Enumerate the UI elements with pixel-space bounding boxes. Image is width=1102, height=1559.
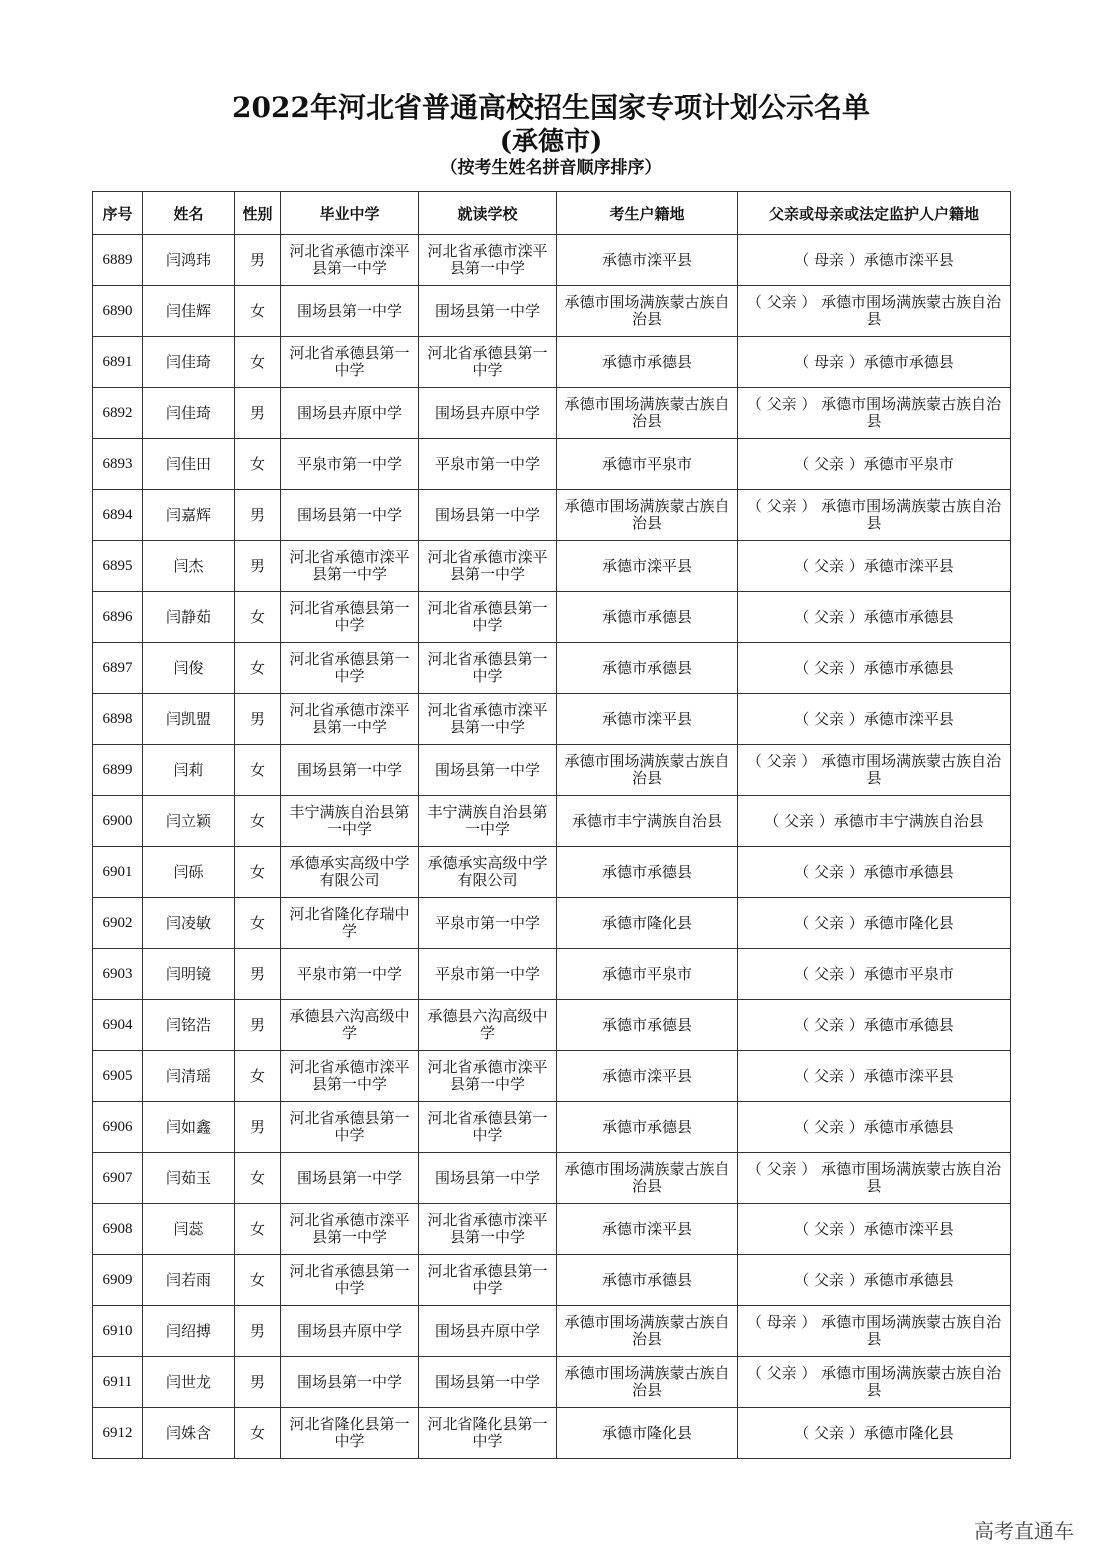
table-cell: 承德市围场满族蒙古族自治县 <box>557 388 738 439</box>
table-cell: 女 <box>235 592 281 643</box>
table-row <box>93 1408 1011 1459</box>
table-cell: 6891 <box>93 337 143 388</box>
table-cell: （ 母亲 ） 承德市围场满族蒙古族自治县 <box>738 1306 1011 1357</box>
table-cell: 闫砾 <box>143 847 235 898</box>
table-cell: 男 <box>235 541 281 592</box>
table-cell: 闫佳辉 <box>143 286 235 337</box>
table-cell: 6909 <box>93 1255 143 1306</box>
table-cell: 闫凯盟 <box>143 694 235 745</box>
table-cell: 承德市承德县 <box>557 643 738 694</box>
table-cell: 承德市平泉市 <box>557 949 738 1000</box>
table-cell: 承德市承德县 <box>557 592 738 643</box>
table-cell: 围场县卉原中学 <box>281 388 419 439</box>
table-cell: 6902 <box>93 898 143 949</box>
table-cell: 闫杰 <box>143 541 235 592</box>
table-cell: 承德市滦平县 <box>557 1204 738 1255</box>
table-cell: 河北省承德县第一中学 <box>419 337 557 388</box>
table-cell: 男 <box>235 1102 281 1153</box>
table-cell: 围场县第一中学 <box>419 1153 557 1204</box>
table-cell: 男 <box>235 949 281 1000</box>
table-cell: 承德市滦平县 <box>557 541 738 592</box>
table-row <box>93 643 1011 694</box>
header-cell: 姓名 <box>143 192 235 235</box>
table-cell: 围场县第一中学 <box>419 745 557 796</box>
table-cell: 围场县卉原中学 <box>419 1306 557 1357</box>
table-cell: 闫世龙 <box>143 1357 235 1408</box>
table-cell: 女 <box>235 1153 281 1204</box>
table-cell: 闫若雨 <box>143 1255 235 1306</box>
table-cell: 闫佳琦 <box>143 388 235 439</box>
table-cell: 6905 <box>93 1051 143 1102</box>
table-cell: 丰宁满族自治县第一中学 <box>419 796 557 847</box>
table-cell: 围场县第一中学 <box>419 1357 557 1408</box>
table-cell: 承德市承德县 <box>557 847 738 898</box>
table-row <box>93 847 1011 898</box>
table-cell: （ 父亲 ）承德市承德县 <box>738 592 1011 643</box>
header-cell: 考生户籍地 <box>557 192 738 235</box>
table-row <box>93 439 1011 490</box>
table-cell: （ 父亲 ）承德市隆化县 <box>738 898 1011 949</box>
table-cell: 女 <box>235 439 281 490</box>
table-row <box>93 949 1011 1000</box>
table-cell: （ 母亲 ）承德市滦平县 <box>738 235 1011 286</box>
table-cell: 围场县第一中学 <box>281 490 419 541</box>
table-row <box>93 1255 1011 1306</box>
table-cell: 闫嘉辉 <box>143 490 235 541</box>
table-row <box>93 1000 1011 1051</box>
table-cell: 围场县卉原中学 <box>419 388 557 439</box>
table-cell: 围场县第一中学 <box>281 1357 419 1408</box>
table-cell: （ 父亲 ）承德市滦平县 <box>738 694 1011 745</box>
table-cell: 承德市隆化县 <box>557 1408 738 1459</box>
table-cell: 承德市平泉市 <box>557 439 738 490</box>
header-cell: 就读学校 <box>419 192 557 235</box>
table-cell: （ 父亲 ）承德市承德县 <box>738 1255 1011 1306</box>
table-cell: （ 父亲 ）承德市丰宁满族自治县 <box>738 796 1011 847</box>
table-cell: 女 <box>235 847 281 898</box>
table-row <box>93 337 1011 388</box>
header-cell: 毕业中学 <box>281 192 419 235</box>
table-row <box>93 1102 1011 1153</box>
table-cell: （ 父亲 ）承德市承德县 <box>738 643 1011 694</box>
table-cell: 河北省承德市滦平县第一中学 <box>419 694 557 745</box>
table-cell: 6895 <box>93 541 143 592</box>
table-cell: 河北省隆化存瑞中学 <box>281 898 419 949</box>
table-row <box>93 1357 1011 1408</box>
table-row <box>93 898 1011 949</box>
table-cell: 平泉市第一中学 <box>419 949 557 1000</box>
table-cell: 男 <box>235 388 281 439</box>
watermark-text: 高考直通车 <box>974 1519 1074 1543</box>
table-cell: 河北省承德县第一中学 <box>281 1102 419 1153</box>
table-cell: 承德市围场满族蒙古族自治县 <box>557 1306 738 1357</box>
table-cell: （ 父亲 ） 承德市围场满族蒙古族自治县 <box>738 286 1011 337</box>
table-row <box>93 388 1011 439</box>
table-cell: （ 父亲 ）承德市承德县 <box>738 847 1011 898</box>
table-cell: 6903 <box>93 949 143 1000</box>
table-cell: 6898 <box>93 694 143 745</box>
table-cell: 河北省承德县第一中学 <box>281 643 419 694</box>
table-cell: 6897 <box>93 643 143 694</box>
table-cell: 6907 <box>93 1153 143 1204</box>
table-cell: （ 父亲 ）承德市平泉市 <box>738 439 1011 490</box>
table-cell: 6904 <box>93 1000 143 1051</box>
table-row <box>93 286 1011 337</box>
table-cell: 闫佳田 <box>143 439 235 490</box>
table-cell: 河北省承德县第一中学 <box>281 592 419 643</box>
table-cell: 闫立颖 <box>143 796 235 847</box>
table-cell: 承德市围场满族蒙古族自治县 <box>557 490 738 541</box>
table-cell: 承德市丰宁满族自治县 <box>557 796 738 847</box>
table-cell: （ 父亲 ） 承德市围场满族蒙古族自治县 <box>738 388 1011 439</box>
table-cell: 男 <box>235 1306 281 1357</box>
table-cell: 平泉市第一中学 <box>281 949 419 1000</box>
header-cell: 父亲或母亲或法定监护人户籍地 <box>738 192 1011 235</box>
table-cell: 闫鸿玮 <box>143 235 235 286</box>
table-cell: （ 父亲 ）承德市滦平县 <box>738 1204 1011 1255</box>
table-cell: 6901 <box>93 847 143 898</box>
table-cell: 女 <box>235 898 281 949</box>
table-row <box>93 1051 1011 1102</box>
table-cell: （ 父亲 ）承德市滦平县 <box>738 541 1011 592</box>
table-cell: 河北省承德县第一中学 <box>419 1102 557 1153</box>
table-cell: 承德市承德县 <box>557 1255 738 1306</box>
table-cell: 闫绍搏 <box>143 1306 235 1357</box>
table-cell: 承德市承德县 <box>557 1000 738 1051</box>
table-cell: 6896 <box>93 592 143 643</box>
table-cell: 闫铭浩 <box>143 1000 235 1051</box>
table-cell: 承德市围场满族蒙古族自治县 <box>557 286 738 337</box>
table-header-row <box>93 192 1011 235</box>
table-cell: 闫姝含 <box>143 1408 235 1459</box>
table-cell: 男 <box>235 490 281 541</box>
table-cell: 男 <box>235 1000 281 1051</box>
table-cell: 围场县第一中学 <box>281 286 419 337</box>
table-cell: 河北省承德市滦平县第一中学 <box>419 1051 557 1102</box>
table-row <box>93 796 1011 847</box>
table-cell: 6912 <box>93 1408 143 1459</box>
table-cell: 围场县第一中学 <box>281 745 419 796</box>
table-cell: 河北省承德市滦平县第一中学 <box>281 1204 419 1255</box>
table-cell: 闫如鑫 <box>143 1102 235 1153</box>
table-cell: 河北省承德市滦平县第一中学 <box>281 1051 419 1102</box>
table-cell: 河北省承德市滦平县第一中学 <box>419 541 557 592</box>
header-cell: 序号 <box>93 192 143 235</box>
table-cell: 承德县六沟高级中学 <box>419 1000 557 1051</box>
table-cell: 女 <box>235 1204 281 1255</box>
table-cell: 6894 <box>93 490 143 541</box>
table-row <box>93 745 1011 796</box>
table-cell: 河北省承德县第一中学 <box>281 1255 419 1306</box>
table-cell: 承德市围场满族蒙古族自治县 <box>557 1357 738 1408</box>
table-cell: 闫清瑶 <box>143 1051 235 1102</box>
table-cell: 河北省承德市滦平县第一中学 <box>419 235 557 286</box>
table-cell: 6908 <box>93 1204 143 1255</box>
table-cell: 承德市滦平县 <box>557 235 738 286</box>
table-cell: 6893 <box>93 439 143 490</box>
table-cell: （ 父亲 ） 承德市围场满族蒙古族自治县 <box>738 1153 1011 1204</box>
table-row <box>93 235 1011 286</box>
table-cell: （ 父亲 ）承德市承德县 <box>738 1000 1011 1051</box>
table-cell: 平泉市第一中学 <box>281 439 419 490</box>
table-cell: 围场县第一中学 <box>419 490 557 541</box>
table-cell: （ 父亲 ） 承德市围场满族蒙古族自治县 <box>738 1357 1011 1408</box>
table-cell: 男 <box>235 235 281 286</box>
table-row <box>93 1306 1011 1357</box>
table-cell: 河北省承德市滦平县第一中学 <box>419 1204 557 1255</box>
table-cell: （ 父亲 ） 承德市围场满族蒙古族自治县 <box>738 490 1011 541</box>
table-cell: 承德承实高级中学有限公司 <box>281 847 419 898</box>
table-cell: （ 父亲 ）承德市承德县 <box>738 1102 1011 1153</box>
header-cell: 性别 <box>235 192 281 235</box>
roster-table <box>92 191 1011 1459</box>
table-cell: 河北省承德市滦平县第一中学 <box>281 235 419 286</box>
table-cell: 丰宁满族自治县第一中学 <box>281 796 419 847</box>
table-cell: 围场县第一中学 <box>419 286 557 337</box>
table-cell: 闫凌敏 <box>143 898 235 949</box>
table-row <box>93 592 1011 643</box>
table-cell: 女 <box>235 1408 281 1459</box>
table-cell: 6890 <box>93 286 143 337</box>
table-cell: 6892 <box>93 388 143 439</box>
table-cell: 河北省承德县第一中学 <box>281 337 419 388</box>
table-cell: 闫佳琦 <box>143 337 235 388</box>
page-title: 2022年河北省普通高校招生国家专项计划公示名单 <box>232 91 870 124</box>
table-cell: 河北省承德县第一中学 <box>419 592 557 643</box>
table-cell: 6900 <box>93 796 143 847</box>
table-cell: 平泉市第一中学 <box>419 898 557 949</box>
table-cell: 河北省隆化县第一中学 <box>281 1408 419 1459</box>
table-cell: 女 <box>235 745 281 796</box>
table-cell: 承德县六沟高级中学 <box>281 1000 419 1051</box>
table-cell: 闫蕊 <box>143 1204 235 1255</box>
table-cell: 河北省承德市滦平县第一中学 <box>281 694 419 745</box>
table-row <box>93 541 1011 592</box>
table-cell: 女 <box>235 1051 281 1102</box>
table-cell: 女 <box>235 337 281 388</box>
table-cell: 承德市承德县 <box>557 1102 738 1153</box>
table-cell: 女 <box>235 1255 281 1306</box>
table-cell: 承德市滦平县 <box>557 694 738 745</box>
table-cell: 6899 <box>93 745 143 796</box>
table-cell: 闫明镜 <box>143 949 235 1000</box>
table-cell: 河北省承德市滦平县第一中学 <box>281 541 419 592</box>
table-cell: 6910 <box>93 1306 143 1357</box>
sort-note: （按考生姓名拼音顺序排序） <box>440 158 662 178</box>
table-row <box>93 1153 1011 1204</box>
table-cell: 承德市围场满族蒙古族自治县 <box>557 1153 738 1204</box>
table-cell: 承德市围场满族蒙古族自治县 <box>557 745 738 796</box>
table-cell: 6906 <box>93 1102 143 1153</box>
table-cell: 围场县卉原中学 <box>281 1306 419 1357</box>
table-cell: 平泉市第一中学 <box>419 439 557 490</box>
table-cell: 河北省承德县第一中学 <box>419 1255 557 1306</box>
table-cell: 男 <box>235 1357 281 1408</box>
page-subtitle: (承德市) <box>499 127 603 157</box>
table-cell: 男 <box>235 694 281 745</box>
table-row <box>93 1204 1011 1255</box>
table-cell: 闫静茹 <box>143 592 235 643</box>
table-cell: 闫莉 <box>143 745 235 796</box>
table-cell: 闫俊 <box>143 643 235 694</box>
table-row <box>93 694 1011 745</box>
table-cell: （ 母亲 ）承德市承德县 <box>738 337 1011 388</box>
table-cell: （ 父亲 ）承德市滦平县 <box>738 1051 1011 1102</box>
table-cell: （ 父亲 ）承德市隆化县 <box>738 1408 1011 1459</box>
table-cell: 围场县第一中学 <box>281 1153 419 1204</box>
table-cell: 6889 <box>93 235 143 286</box>
table-cell: 河北省承德县第一中学 <box>419 643 557 694</box>
table-cell: 承德市隆化县 <box>557 898 738 949</box>
table-cell: 闫茹玉 <box>143 1153 235 1204</box>
table-cell: （ 父亲 ） 承德市围场满族蒙古族自治县 <box>738 745 1011 796</box>
table-cell: 河北省隆化县第一中学 <box>419 1408 557 1459</box>
table-row <box>93 490 1011 541</box>
table-cell: 承德承实高级中学有限公司 <box>419 847 557 898</box>
table-cell: 女 <box>235 643 281 694</box>
table-cell: 女 <box>235 796 281 847</box>
table-cell: 女 <box>235 286 281 337</box>
table-cell: 承德市滦平县 <box>557 1051 738 1102</box>
table-cell: （ 父亲 ）承德市平泉市 <box>738 949 1011 1000</box>
table-cell: 承德市承德县 <box>557 337 738 388</box>
table-cell: 6911 <box>93 1357 143 1408</box>
